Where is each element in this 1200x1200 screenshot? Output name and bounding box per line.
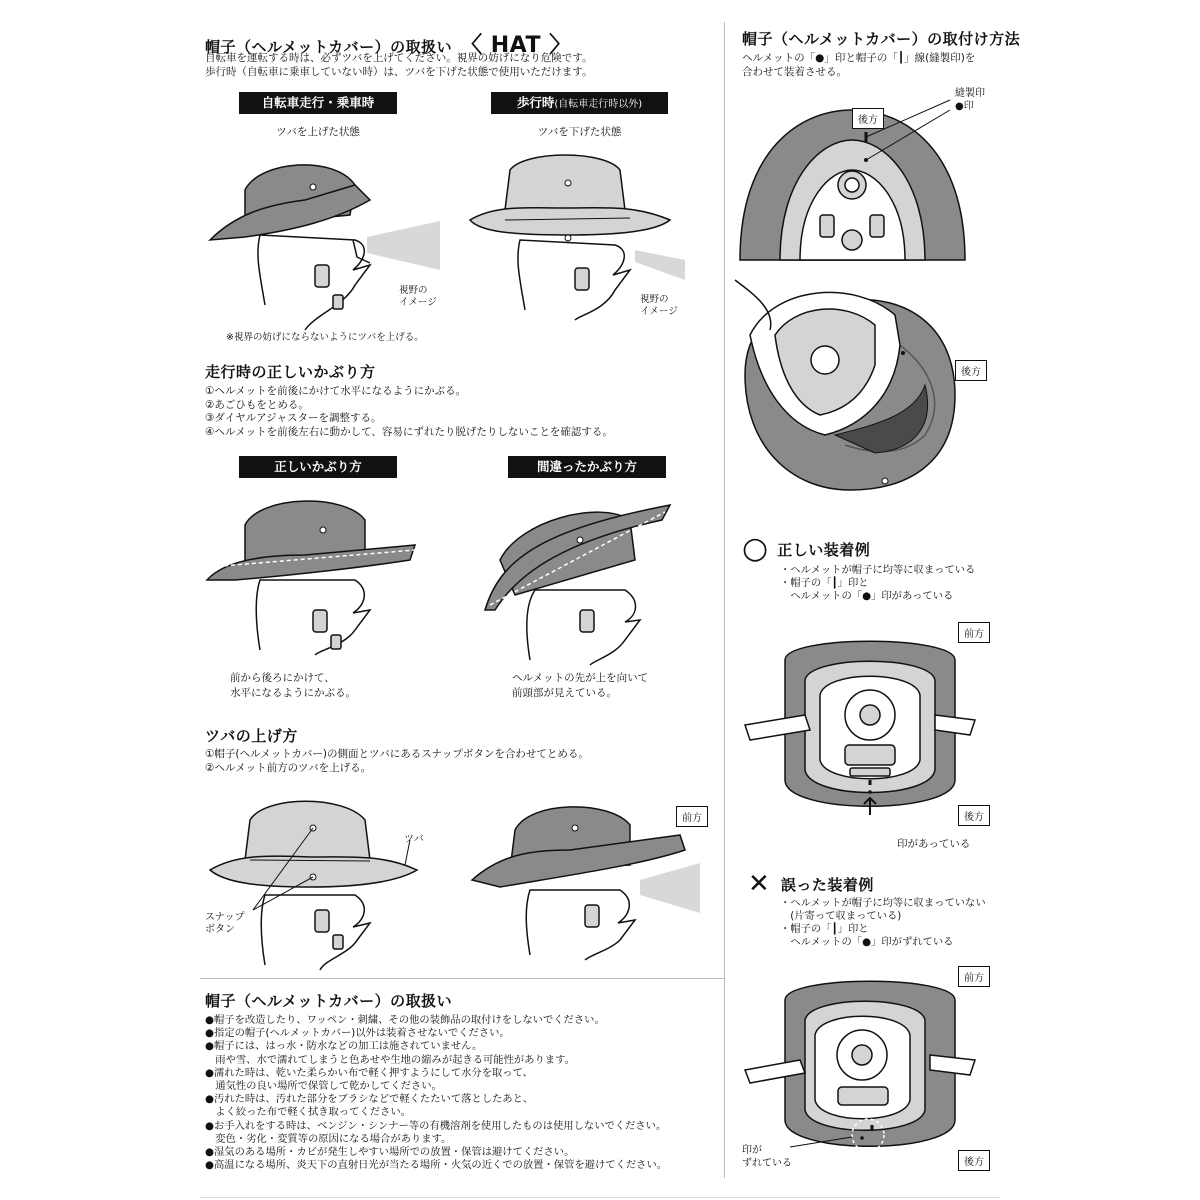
vision-label-left: 視野の イメージ — [399, 285, 437, 308]
hat-intro: 自転車を運転する時は、必ずツバを上げてください。視界の妨げになり危険です。 歩行時（自転車に乗車していない時）は、ツバを下げた状態で使用いただけます。 — [205, 52, 593, 78]
wrong-example-illustration — [740, 965, 1000, 1170]
attach-title: 帽子（ヘルメットカバー）の取付け方法 — [742, 30, 1021, 48]
wrong-example-header: ✕ 誤った装着例 — [748, 869, 874, 899]
vertical-divider — [724, 22, 725, 1178]
correct-example-notes: ・ヘルメットが帽子に均等に収まっている ・帽子の「┃」印と ヘルメットの「●」印があっている — [780, 564, 976, 602]
brim-raise-title: ツバの上げ方 — [205, 727, 298, 745]
front-tag-correct: 前方 — [958, 622, 990, 643]
front-tag-brim: 前方 — [676, 806, 708, 827]
vision-note: ※視界の妨げにならないようにツバを上げる。 — [226, 332, 424, 343]
correct-example-header: ○ 正しい装着例 — [742, 531, 871, 566]
wrong-wearing-illustration — [480, 500, 670, 665]
riding-caption: ツバを上げた状態 — [276, 126, 360, 138]
rear-tag-attach: 後方 — [852, 108, 884, 129]
rear-tag-wrong: 後方 — [958, 1150, 990, 1171]
handling-items: ●帽子を改造したり、ワッペン・刺繍、その他の装飾品の取付けをしないでください。 ●指定の帽子(ヘルメットカバー)以外は装着させないでください。 ●帽子には、はっ水・防水などの加工は施されていません。 雨や雪、水で濡れてしまうと色あせや生地の縮みが起きる可能性があります。 ●濡れた時は、乾いた柔らかい布で軽く押すようにして水分を取って、 通気性の良い場所で保管して乾かしてください。 ●汚れた時は、汚れた部分をブラシなどで軽くたたいて落としたあと、 よく絞った布で軽く拭き取ってください。 ●お手入れをする時は、ベンジン・シンナー等の有機溶剤を使用したものは使用しないでください。 変色・劣化・変質等の原因になる場合があります。 ●湿気のある場所・カビが発生しやすい場所での放置・保管は避けてください。 ●高温になる場所、炎天下の直射日光が当たる場所・火気の近くでの放置・保管を避けてください。 — [205, 1014, 668, 1172]
rear-tag-correct: 後方 — [958, 805, 990, 826]
front-tag-wrong: 前方 — [958, 966, 990, 987]
vision-label-right: 視野の イメージ — [640, 294, 678, 317]
correct-example-illustration — [740, 620, 1000, 825]
hat-title: 帽子（ヘルメットカバー）の取扱い 〈 HAT 〉 — [205, 33, 572, 58]
handling-title: 帽子（ヘルメットカバー）の取扱い — [205, 992, 453, 1010]
wrong-mark-caption: 印が ずれている — [742, 1145, 792, 1169]
correct-wearing-illustration — [205, 485, 420, 655]
horizontal-divider — [200, 978, 724, 979]
attach-desc: ヘルメットの「●」印と帽子の「┃」線(縫製印)を 合わせて装着させる。 — [742, 52, 976, 78]
walking-label: 歩行時(自転車走行時以外) — [491, 92, 668, 114]
wrong-wearing-label: 間違ったかぶり方 — [508, 456, 666, 478]
circle-icon: ○ — [742, 531, 769, 566]
brim-label: ツバ — [404, 834, 424, 845]
brim-raise-before-illustration — [205, 795, 435, 970]
correct-mark-caption: 印があっている — [897, 838, 971, 850]
proper-wearing-title: 走行時の正しいかぶり方 — [205, 363, 376, 381]
wrong-wearing-caption: ヘルメットの先が上を向いて 前頭部が見えている。 — [512, 672, 649, 699]
correct-wearing-caption: 前から後ろにかけて、 水平になるようにかぶる。 — [230, 672, 356, 699]
brim-raise-steps: ①帽子(ヘルメットカバー)の側面とツバにあるスナップボタンを合わせてとめる。 ②ヘルメット前方のツバを上げる。 — [205, 748, 589, 774]
riding-label: 自転車走行・乗車時 — [239, 92, 397, 114]
snap-button-label: スナップ ボタン — [205, 912, 245, 935]
proper-wearing-steps: ①ヘルメットを前後にかけて水平になるようにかぶる。 ②あごひもをとめる。 ③ダイヤルアジャスターを調整する。 ④ヘルメットを前後左右に動かして、容易にずれたり脱げたりしないことを確認する。 — [205, 385, 613, 438]
sewing-mark-label: 縫製印 ●印 — [955, 88, 985, 112]
bottom-divider — [200, 1197, 1000, 1198]
correct-wearing-label: 正しいかぶり方 — [239, 456, 397, 478]
cross-icon: ✕ — [748, 869, 770, 899]
wrong-example-notes: ・ヘルメットが帽子に均等に収まっていない (片寄って収まっている) ・帽子の「┃」印と ヘルメットの「●」印がずれている — [780, 897, 986, 948]
attach-insert-illustration — [735, 275, 965, 495]
rear-tag-insert: 後方 — [955, 360, 987, 381]
walking-caption: ツバを下げた状態 — [537, 126, 622, 138]
